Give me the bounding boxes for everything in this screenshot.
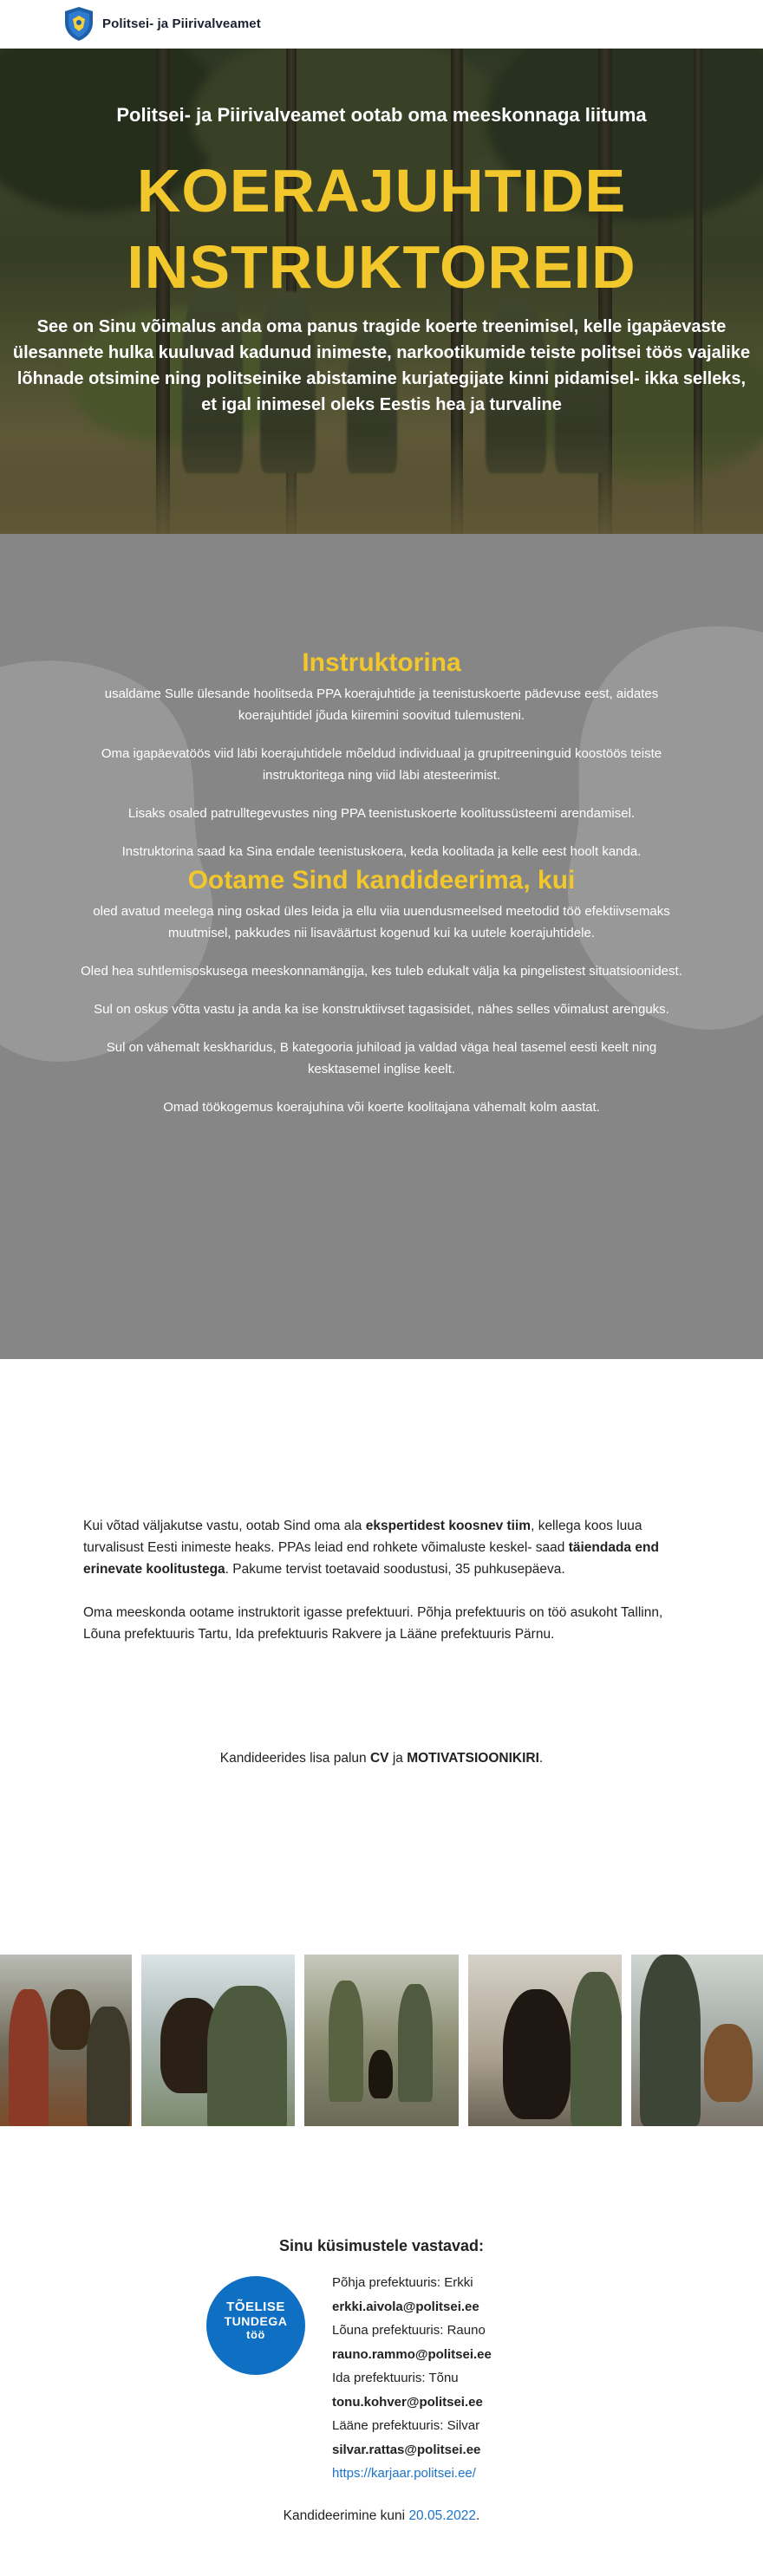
attach-text: Kandideerides lisa palun	[219, 1751, 370, 1766]
job-description-section	[0, 534, 763, 1359]
deadline-text: Kandideerimine kuni	[283, 2508, 409, 2523]
attach-text: .	[538, 1751, 544, 1766]
photo-officer-boots	[631, 1955, 763, 2126]
contact-list	[332, 2271, 644, 2486]
attach-cv: CV	[369, 1751, 389, 1766]
role-paragraph: Lisaks osaled patrulltegevustes ning PPA teenistuskoerte koolitussüsteemi arendamisel.	[127, 806, 636, 821]
contact-email[interactable]: erkki.aivola@politsei.ee	[332, 2299, 479, 2314]
offer-highlight: täiendada end erinevate koolitustega	[83, 1540, 659, 1577]
offer-paragraph	[83, 1515, 673, 1580]
hero-title-line: KOERAJUHTIDE	[136, 157, 627, 224]
requirement-paragraph: Sul on vähemalt keskharidus, B kategooria juhiload ja valdad väga heal tasemel eesti keelt ning kesktasemel inglise keelt.	[106, 1040, 657, 1077]
photo-dog-portrait	[468, 1955, 622, 2126]
contacts-heading: Sinu küsimustele vastavad:	[278, 2237, 485, 2254]
hero-kicker: Politsei- ja Piirivalveamet ootab oma meeskonnaga liituma	[116, 104, 647, 126]
requirements-heading: Ootame Sind kandideerima, kui	[187, 866, 576, 894]
hero-title	[0, 153, 763, 305]
requirement-paragraph: Oled hea suhtlemisoskusega meeskonnamängija, kes tuleb edukalt välja ka pingelistest situatsioonidest.	[81, 964, 682, 979]
photo-officers-walking	[304, 1955, 459, 2126]
contact-email[interactable]: silvar.rattas@politsei.ee	[332, 2442, 481, 2457]
badge-line: TÕELISE	[226, 2300, 285, 2314]
offer-text-part: Kui võtad väljakutse vastu, ootab Sind oma ala	[83, 1519, 366, 1533]
locations-paragraph: Oma meeskonda ootame instruktorit igasse prefektuuri. Põhja prefektuuris on töö asukoht Tallinn, Lõuna prefektuuris Tartu, Ida prefektuuris Rakvere ja Lääne prefektuuris Pärnu.	[83, 1605, 663, 1642]
contact-email[interactable]: rauno.rammo@politsei.ee	[332, 2346, 492, 2362]
role-paragraph: usaldame Sulle ülesande hoolitseda PPA koerajuhtide ja teenistuskoerte pädevuse eest, aidates koerajuhtidel jõuda kiiremini soovitud tulemusteni.	[104, 686, 659, 723]
requirement-paragraph: Sul on oskus võtta vastu ja anda ka ise konstruktiivset tagasisidet, nähes selles võimalust arenguks.	[94, 1002, 669, 1017]
photo-officer-with-dog	[141, 1955, 295, 2126]
shield-logo-icon	[62, 5, 95, 42]
application-deadline	[0, 2508, 763, 2524]
badge-line: TUNDEGA	[224, 2314, 288, 2328]
hero-lede: See on Sinu võimalus anda oma panus tragide koerte treenimisel, kelle igapäevaste ülesannete hulka kuuluvad kadunud inimeste, narkootikumide teiste politsei töös vajalike lõhnade otsimine ning politseinike abistamine kurjategijate kinni pidamisel- ikka selleks, et igal inimesel oleks Eestis hea ja turvaline	[12, 317, 751, 414]
contact-email[interactable]: tonu.kohver@politsei.ee	[332, 2394, 483, 2410]
career-site-link[interactable]: https://karjaar.politsei.ee/	[332, 2466, 476, 2481]
contact-role: Lõuna prefektuuris: Rauno	[332, 2323, 486, 2338]
contact-role: Lääne prefektuuris: Silvar	[332, 2418, 480, 2433]
job-description-content	[78, 647, 685, 1135]
offer-text-part: . Pakume tervist toetavaid soodustusi, 35 puhkusepäeva.	[225, 1562, 565, 1577]
contact-role: Põhja prefektuuris: Erkki	[332, 2275, 473, 2290]
attachments-note	[0, 1751, 763, 1766]
requirement-paragraph: Omad töökogemus koerajuhina või koerte koolitajana vähemalt kolm aastat.	[163, 1100, 600, 1115]
offer-highlight: ekspertidest koosnev tiim	[365, 1519, 531, 1533]
badge-line: töö	[246, 2328, 265, 2341]
org-name: Politsei- ja Piirivalveamet	[102, 16, 261, 31]
tundega-too-badge	[206, 2276, 305, 2375]
logo[interactable]	[62, 5, 261, 42]
attach-text: ja	[388, 1751, 408, 1766]
offer-text-part: , kellega koos luua turvalisust Eesti inimeste heaks. PPAs leiad end rohkete võimaluste keskel- saad	[83, 1519, 642, 1555]
photo-dog-training	[0, 1955, 132, 2126]
hero-title-line: INSTRUKTOREID	[127, 233, 636, 301]
role-paragraph: Oma igapäevatöös viid läbi koerajuhtidele mõeldud individuaal ja grupitreeninguid koostöös teiste instruktoritega ning viid läbi atesteerimist.	[101, 746, 662, 783]
hero-banner	[0, 49, 763, 534]
role-heading: Instruktorina	[302, 648, 461, 677]
offer-text	[83, 1515, 673, 1667]
top-header	[0, 0, 763, 49]
deadline-date: 20.05.2022	[408, 2508, 477, 2523]
role-paragraph: Instruktorina saad ka Sina endale teenistuskoera, keda koolitada ja kelle eest hoolt kanda.	[121, 844, 642, 859]
contact-role: Ida prefektuuris: Tõnu	[332, 2371, 459, 2385]
attach-letter: MOTIVATSIOONIKIRI	[407, 1751, 539, 1766]
requirement-paragraph: oled avatud meelega ning oskad üles leida ja ellu viia uuendusmeelsed meetodid töö efektiivsemaks muutmisel, pakkudes nii lisaväärtust kogenud kui ka uutele koerajuhtidele.	[93, 904, 670, 940]
photo-strip	[0, 1955, 763, 2126]
deadline-text: .	[476, 2508, 480, 2523]
